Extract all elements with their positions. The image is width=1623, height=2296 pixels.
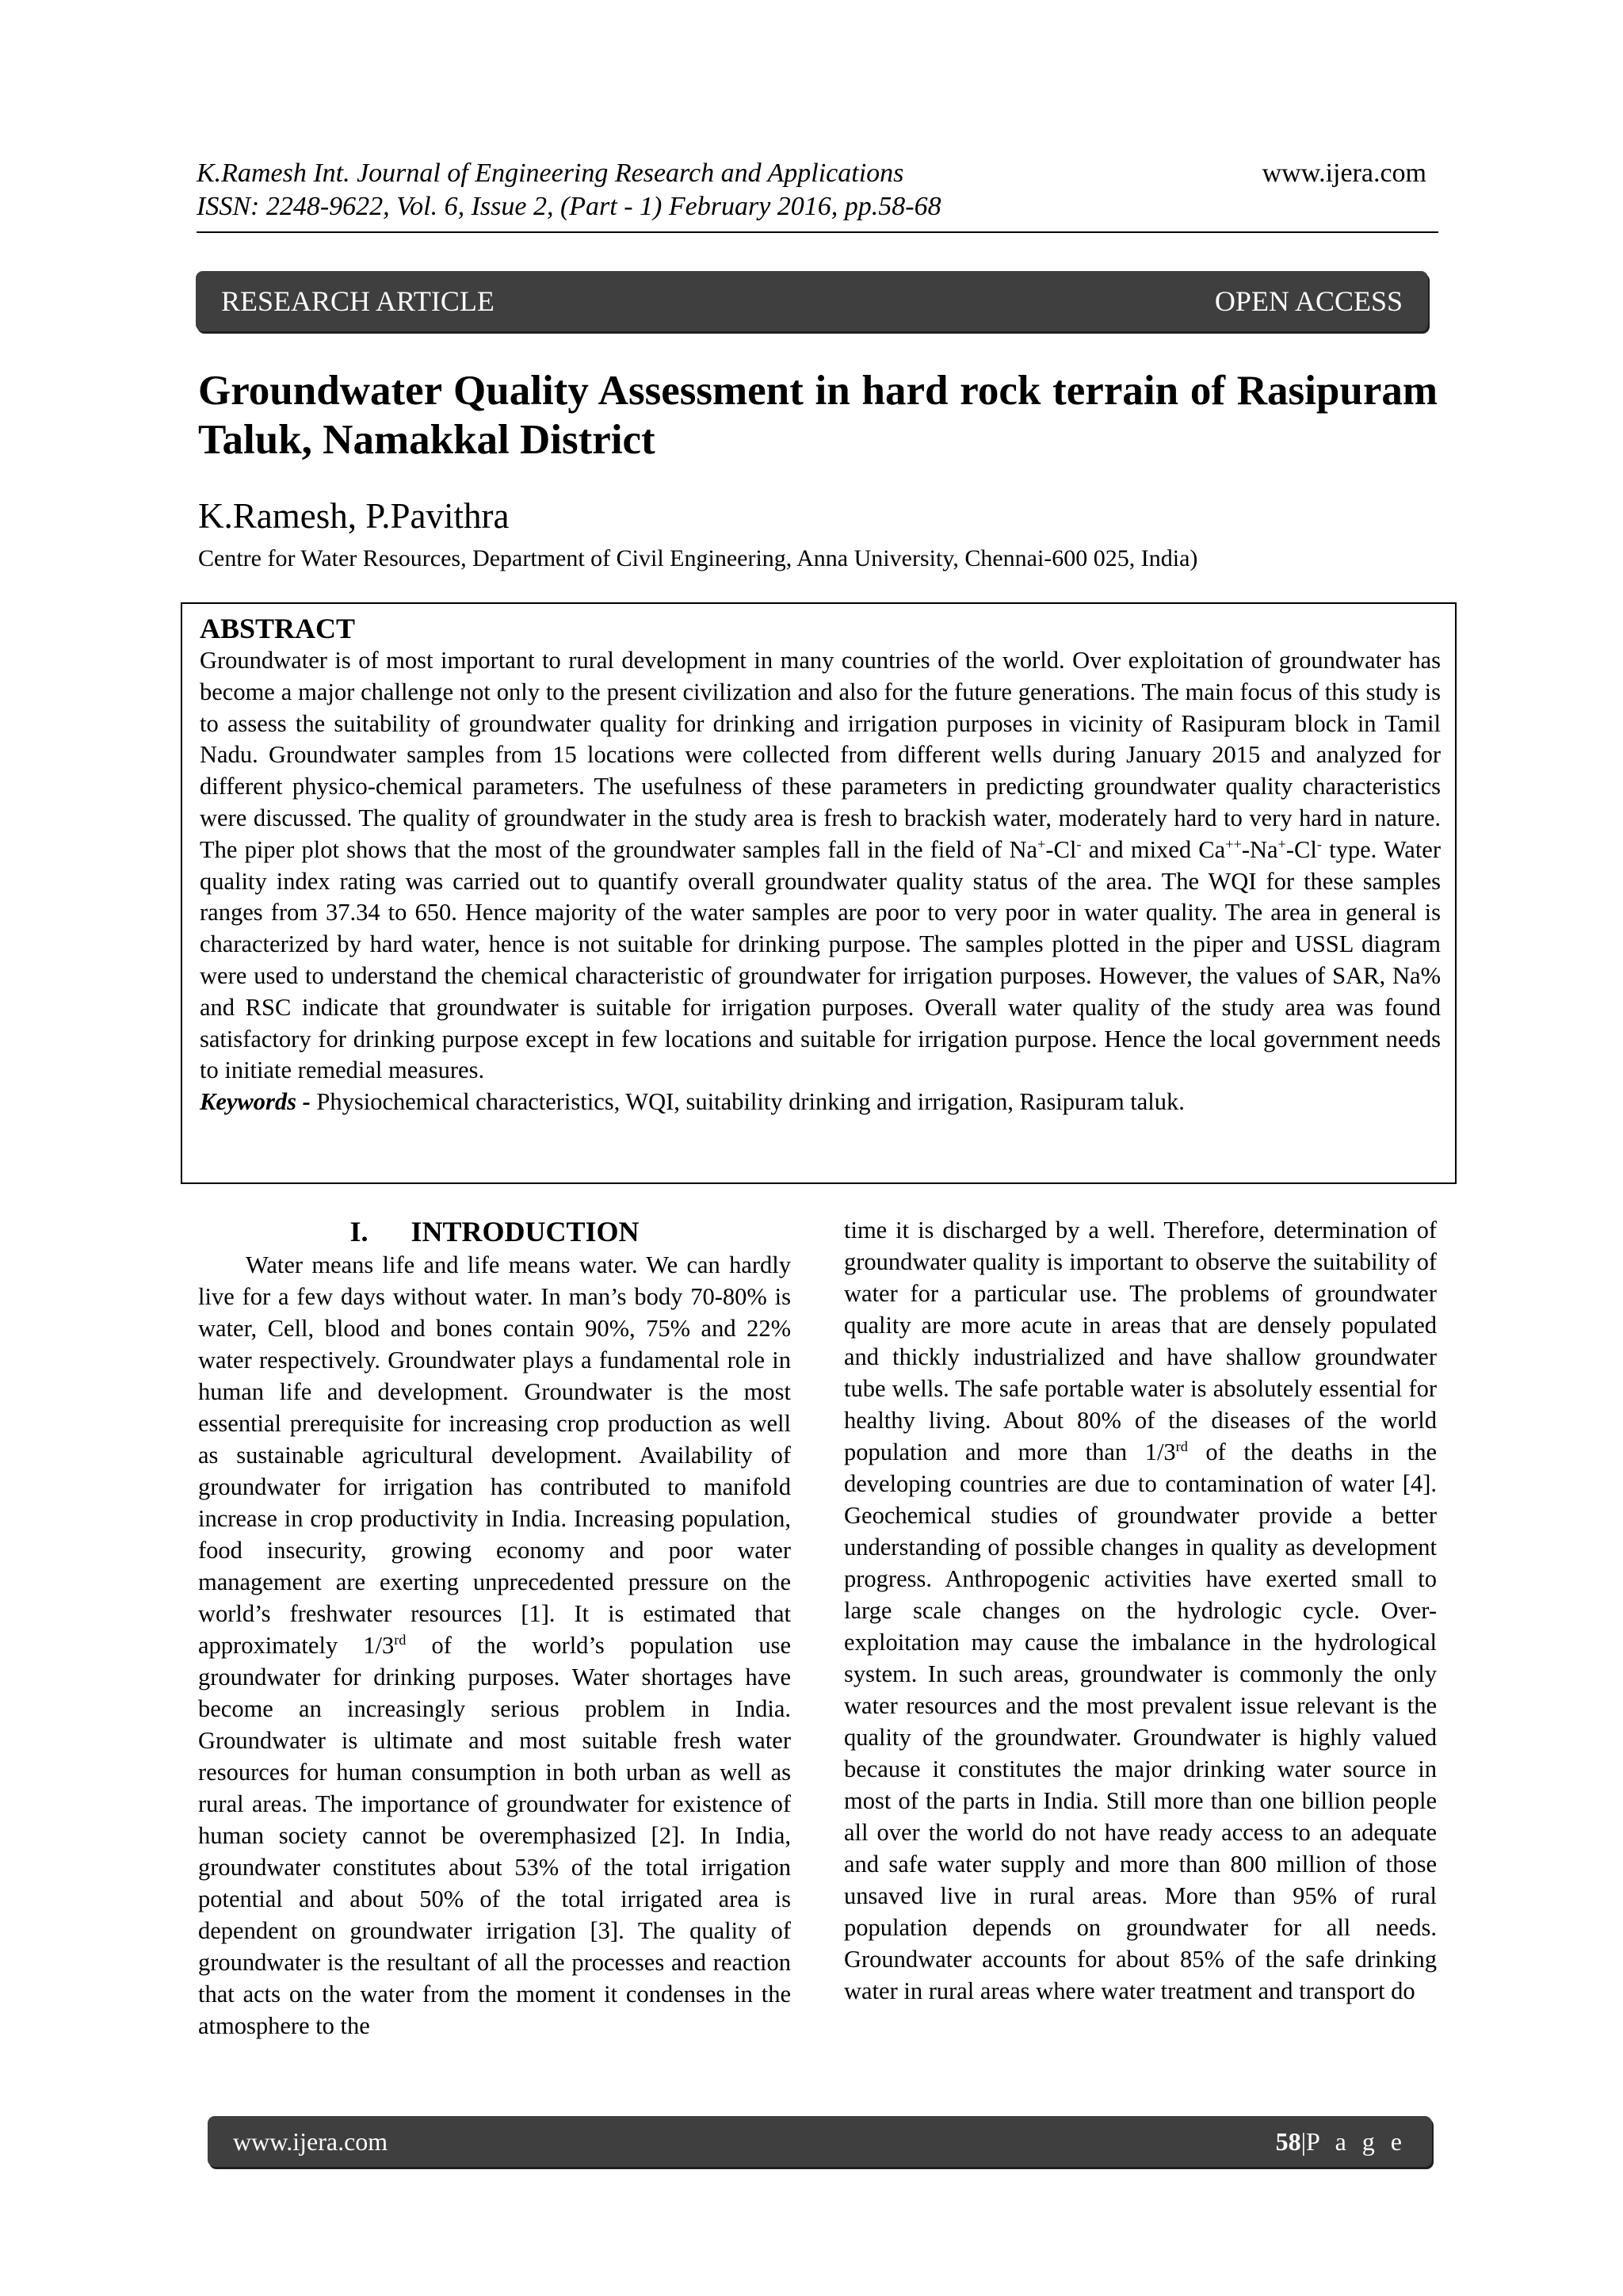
keywords-line: [200, 1087, 1441, 1118]
intro-paragraph-left: Water means life and life means water. We can hardly live for a few days without water. In man’s body 70-80% is water, Cell, blood and bones contain 90%, 75% and 22% water respectively. Groundwater plays a fundamental role in human life and development. Groundwater is the most essential prerequisite for increasing crop production as well as sustainable agricultural development. Availability of groundwater for irrigation has contributed to manifold increase in crop productivity in India. Increasing population, food insecurity, growing economy and poor water management are exerting unprecedented pressure on the world’s freshwater resources [1]. It is estimated that approximately 1/3rd of the world’s population use groundwater for drinking purposes. Water shortages have become an increasingly serious problem in India. Groundwater is ultimate and most suitable fresh water resources for human consumption in both urban as well as rural areas. The importance of groundwater for existence of human society cannot be overemphasized [2]. In India, groundwater constitutes about 53% of the total irrigation potential and about 50% of the total irrigated area is dependent on groundwater irrigation [3]. The quality of groundwater is the resultant of all the processes and reaction that acts on the water from the moment it condenses in the atmosphere to the: [198, 1251, 791, 2039]
article-type-banner: [196, 271, 1428, 331]
authors: K.Ramesh, P.Pavithra: [198, 496, 510, 536]
page-footer: [208, 2116, 1432, 2167]
affiliation: Centre for Water Resources, Department of Civil Engineering, Anna University, Chennai-600 025, India): [198, 545, 1198, 571]
issn-line: ISSN: 2248-9622, Vol. 6, Issue 2, (Part - 1) February 2016, pp.58-68: [197, 192, 941, 221]
body-column-left: [198, 1214, 791, 2042]
introduction-heading: I. INTRODUCTION: [349, 1216, 640, 1247]
header-website-link[interactable]: www.ijera.com: [1262, 159, 1426, 188]
body-column-right: [844, 1214, 1437, 2007]
header-rule: [197, 231, 1438, 233]
running-header: [197, 157, 941, 223]
open-access-label: OPEN ACCESS: [1214, 285, 1403, 317]
research-article-label: RESEARCH ARTICLE: [221, 285, 495, 317]
journal-name: K.Ramesh Int. Journal of Engineering Research and Applications: [197, 159, 904, 188]
intro-paragraph-right: time it is discharged by a well. Therefore, determination of groundwater quality is important to observe the suitability of water for a particular use. The problems of groundwater quality are more acute in areas that are densely populated and thickly industrialized and have shallow groundwater tube wells. The safe portable water is absolutely essential for healthy living. About 80% of the diseases of the world population and more than 1/3rd of the deaths in the developing countries are due to contamination of water [4]. Geochemical studies of groundwater provide a better understanding of possible changes in quality as development progress. Anthropogenic activities have exerted small to large scale changes on the hydrologic cycle. Over-exploitation may cause the imbalance in the hydrological system. In such areas, groundwater is commonly the only water resources and the most prevalent issue relevant is the quality of the groundwater. Groundwater is highly valued because it constitutes the major drinking water source in most of the parts in India. Still more than one billion people all over the world do not have ready access to an adequate and safe water supply and more than 800 million of those unsaved live in rural areas. More than 95% of rural population depends on groundwater for all needs. Groundwater accounts for about 85% of the safe drinking water in rural areas where water treatment and transport do: [844, 1217, 1437, 2004]
abstract-box: [181, 602, 1457, 1184]
page-number: 58|P a g e: [1275, 2126, 1407, 2156]
footer-website-link[interactable]: www.ijera.com: [233, 2126, 388, 2156]
paper-title: Groundwater Quality Assessment in hard rock terrain of Rasipuram Taluk, Namakkal District: [198, 368, 1438, 463]
keywords-label: Keywords -: [200, 1088, 317, 1116]
abstract-heading: ABSTRACT: [200, 613, 356, 644]
keywords-text: Physiochemical characteristics, WQI, suitability drinking and irrigation, Rasipuram taluk.: [316, 1088, 1185, 1116]
abstract-text: Groundwater is of most important to rural development in many countries of the world. Over exploitation of groundwater has become a major challenge not only to the present civilization and also for the future generations. The main focus of this study is to assess the suitability of groundwater quality for drinking and irrigation purposes in vicinity of Rasipuram block in Tamil Nadu. Groundwater samples from 15 locations were collected from different wells during January 2015 and analyzed for different physico-chemical parameters. The usefulness of these parameters in predicting groundwater quality characteristics were discussed. The quality of groundwater in the study area is fresh to brackish water, moderately hard to very hard in nature. The piper plot shows that the most of the groundwater samples fall in the field of Na+-Cl- and mixed Ca++-Na+-Cl- type. Water quality index rating was carried out to quantify overall groundwater quality status of the area. The WQI for these samples ranges from 37.34 to 650. Hence majority of the water samples are poor to very poor in water quality. The area in general is characterized by hard water, hence is not suitable for drinking purpose. The samples plotted in the piper and USSL diagram were used to understand the chemical characteristic of groundwater for irrigation purposes. However, the values of SAR, Na% and RSC indicate that groundwater is suitable for irrigation purposes. Overall water quality of the study area was found satisfactory for drinking purpose except in few locations and suitable for irrigation purpose. Hence the local government needs to initiate remedial measures.: [200, 647, 1441, 1084]
